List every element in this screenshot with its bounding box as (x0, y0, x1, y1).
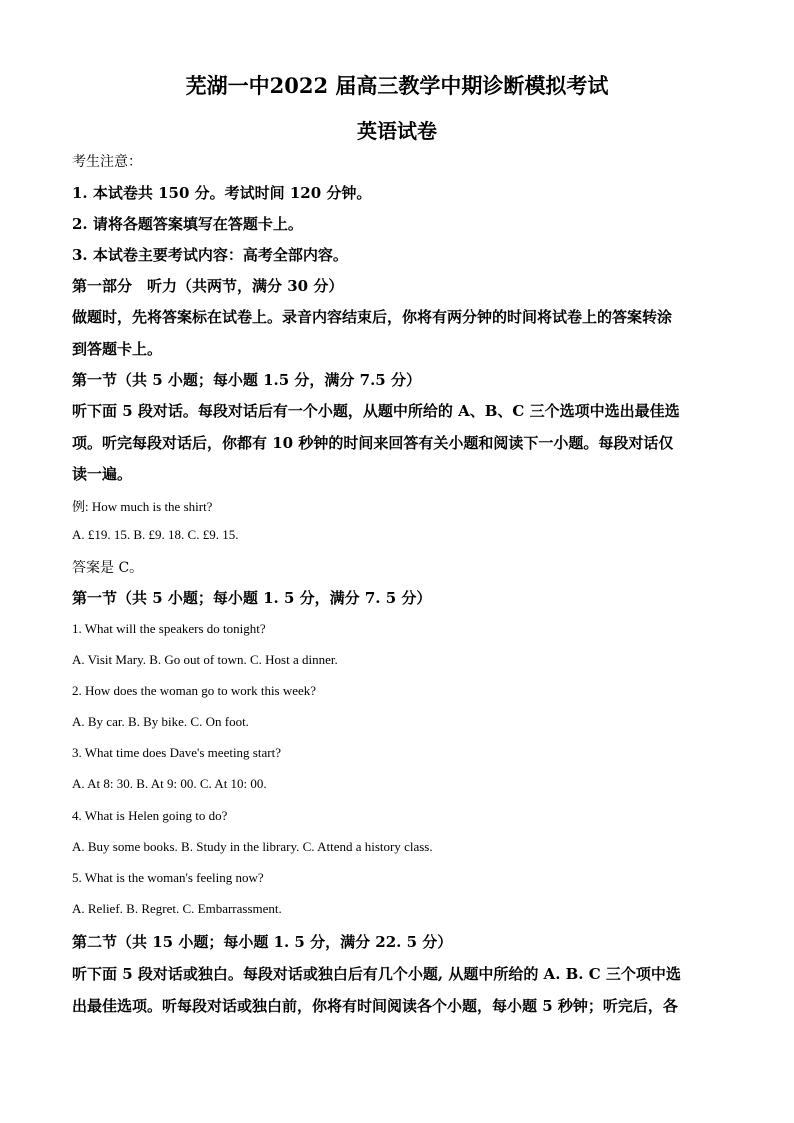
notice-item: 2. 请将各题答案填写在答题卡上。 (72, 215, 303, 233)
notice-item: 3. 本试卷主要考试内容：高考全部内容。 (72, 246, 348, 264)
question-options: A. Visit Mary. B. Go out of town. C. Host a dinner. (72, 652, 338, 667)
section1-heading: 第一节（共 5 小题；每小题 1.5 分，满分 7.5 分） (72, 371, 421, 389)
question-options: A. Buy some books. B. Study in the library. C. Attend a history class. (72, 839, 433, 854)
question-options: A. Relief. B. Regret. C. Embarrassment. (72, 901, 282, 916)
part1-instruction-line: 做题时，先将答案标在试卷上。录音内容结束后，你将有两分钟的时间将试卷上的答案转涂 (72, 308, 673, 326)
notice-heading: 考生注意： (72, 154, 142, 170)
section1-heading-repeat: 第一节（共 5 小题；每小题 1. 5 分，满分 7. 5 分） (72, 589, 432, 607)
example-options: A. £19. 15. B. £9. 18. C. £9. 15. (72, 527, 239, 542)
section2-instruction-line: 出最佳选项。听每段对话或独白前，你将有时间阅读各个小题，每小题 5 秒钟；听完后，各 (72, 997, 678, 1015)
exam-title: 芜湖一中2022 届高三教学中期诊断模拟考试 (185, 73, 609, 98)
section1-instruction-line: 听下面 5 段对话。每段对话后有一个小题，从题中所给的 A、B、C 三个选项中选出最佳选 (72, 402, 680, 420)
section1-instruction-line: 项。听完每段对话后，你都有 10 秒钟的时间来回答有关小题和阅读下一小题。每段对话仅 (72, 434, 674, 452)
part1-heading: 第一部分 听力（共两节，满分 30 分） (72, 277, 344, 295)
notice-item: 1. 本试卷共 150 分。考试时间 120 分钟。 (72, 184, 372, 202)
part1-instruction-line: 到答题卡上。 (72, 340, 163, 358)
question-text: 1. What will the speakers do tonight? (72, 621, 266, 636)
section2-instruction-line: 听下面 5 段对话或独白。每段对话或独白后有几个小题, 从题中所给的 A. B. C 三个项中选 (72, 965, 681, 983)
question-options: A. By car. B. By bike. C. On foot. (72, 714, 249, 729)
question-text: 3. What time does Dave's meeting start? (72, 745, 281, 760)
section2-heading: 第二节（共 15 小题；每小题 1. 5 分，满分 22. 5 分） (72, 933, 453, 951)
question-options: A. At 8: 30. B. At 9: 00. C. At 10: 00. (72, 776, 267, 791)
example-question: 例: How much is the shirt? (72, 499, 213, 514)
example-answer: 答案是 C。 (72, 560, 144, 576)
exam-subtitle: 英语试卷 (357, 119, 437, 143)
question-text: 5. What is the woman's feeling now? (72, 870, 264, 885)
question-text: 4. What is Helen going to do? (72, 808, 228, 823)
section1-instruction-line: 读一遍。 (72, 465, 133, 483)
question-text: 2. How does the woman go to work this week? (72, 683, 317, 698)
